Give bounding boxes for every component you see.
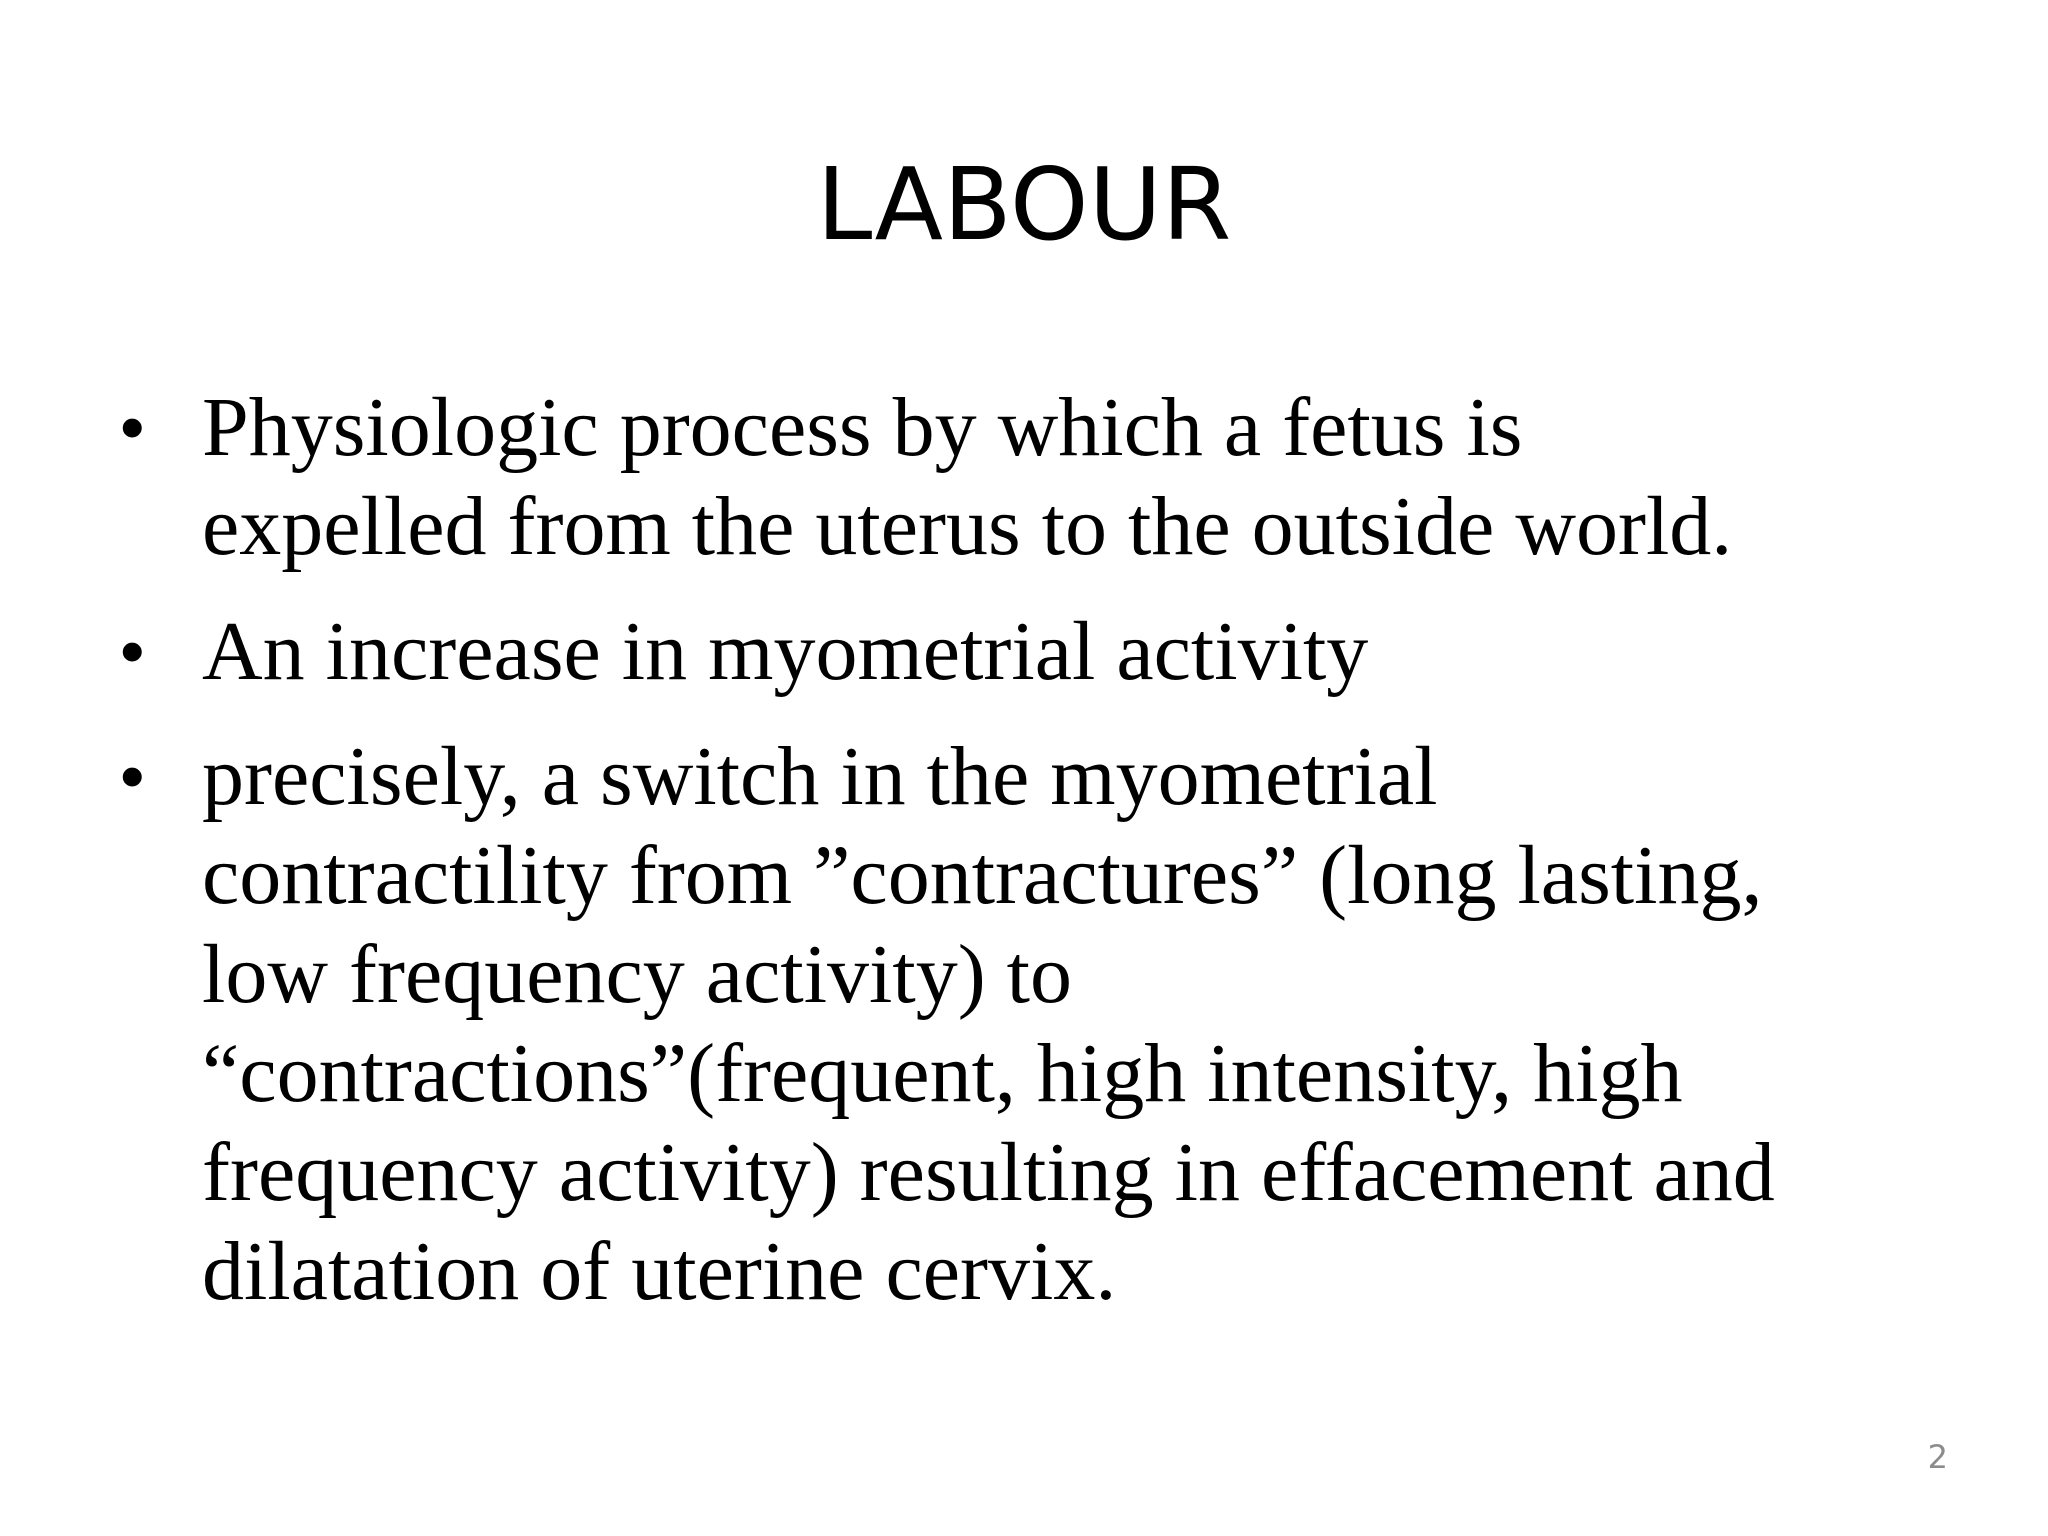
bullet-item-contractility-switch (120, 727, 1980, 1321)
bullet-line: An increase in myometrial activity (202, 605, 1369, 698)
bullet-line: frequency activity) resulting in effacement and (202, 1126, 1775, 1219)
bullet-line: expelled from the uterus to the outside world. (202, 480, 1733, 573)
bullet-line: low frequency activity) to (202, 928, 1073, 1021)
bullet-line: Physiologic process by which a fetus is (202, 381, 1523, 474)
bullet-dot-icon: • (120, 737, 145, 815)
bullet-line: precisely, a switch in the myometrial (202, 730, 1438, 823)
bullet-item-definition (120, 378, 1980, 576)
bullet-dot-icon: • (120, 388, 145, 466)
bullet-list (120, 378, 1980, 1347)
slide-number: 2 (1927, 1438, 1948, 1476)
bullet-line: “contractions”(frequent, high intensity, high (202, 1027, 1683, 1120)
slide-title: LABOUR (816, 146, 1232, 263)
bullet-item-myometrial-activity (120, 602, 1980, 701)
bullet-line: dilatation of uterine cervix. (202, 1225, 1117, 1318)
bullet-dot-icon: • (120, 612, 145, 690)
bullet-line: contractility from ”contractures” (long lasting, (202, 829, 1763, 922)
